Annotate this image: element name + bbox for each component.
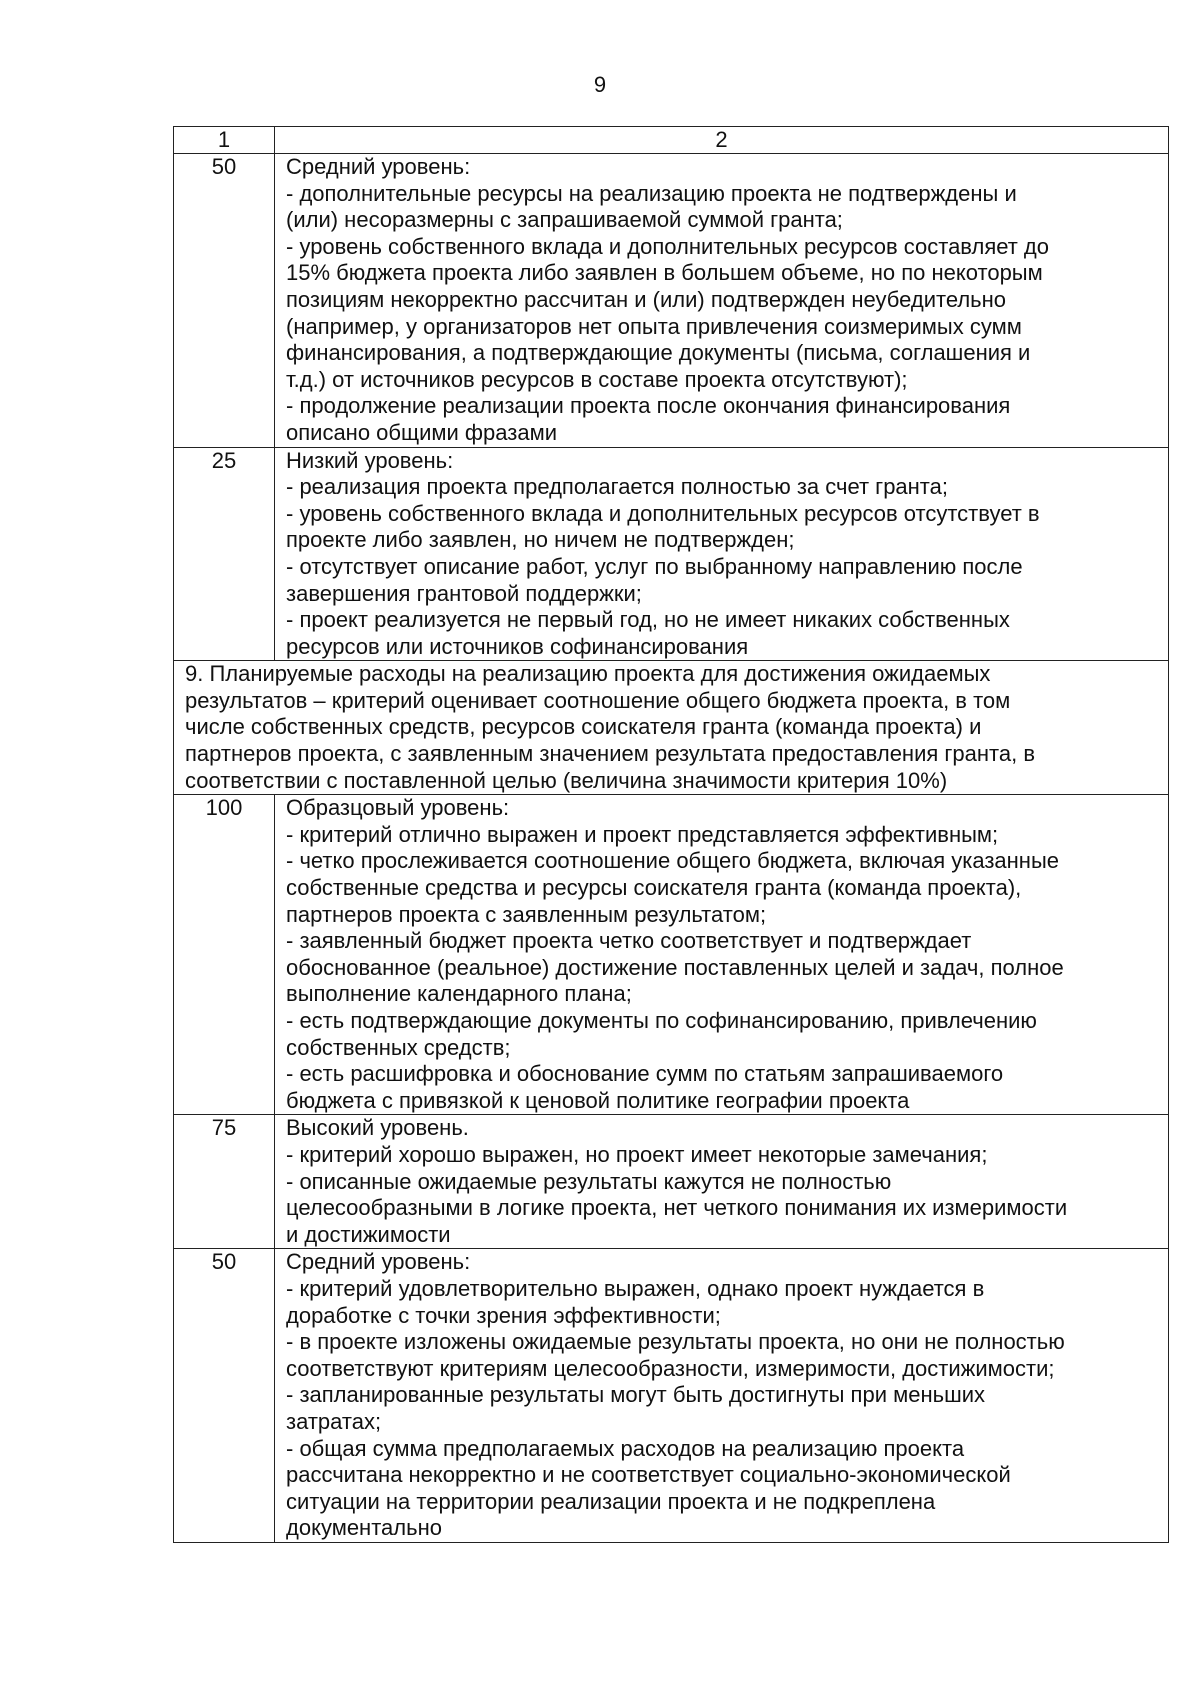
cell-text-line: - четко прослеживается соотношение общего бюджета, включая указанные: [286, 848, 1059, 874]
cell-lead-line: Низкий уровень:: [286, 447, 454, 473]
cell-text-line: собственные средства и ресурсы соискателя гранта (команда проекта),: [286, 875, 1022, 901]
cell-text-line: бюджета с привязкой к ценовой политике географии проекта: [286, 1087, 910, 1113]
score-cell: 50: [174, 1249, 275, 1543]
cell-text-line: ресурсов или источников софинансирования: [286, 633, 749, 659]
cell-text-line: - критерий хорошо выражен, но проект имеет некоторые замечания;: [286, 1141, 988, 1167]
cell-text-line: - критерий удовлетворительно выражен, однако проект нуждается в: [286, 1275, 985, 1301]
cell-text-line: 15% бюджета проекта либо заявлен в большем объеме, но по некоторым: [286, 260, 1043, 286]
cell-text-line: финансирования, а подтверждающие документы (письма, соглашения и: [286, 340, 1031, 366]
cell-text-line: - в проекте изложены ожидаемые результаты проекта, но они не полностью: [286, 1329, 1065, 1355]
cell-text-line: рассчитана некорректно и не соответствует социально-экономической: [286, 1462, 1011, 1488]
cell-text-line: целесообразными в логике проекта, нет четкого понимания их измеримости: [286, 1195, 1068, 1221]
section-row: [174, 661, 1169, 795]
cell-text-line: соответствии с поставленной целью (величина значимости критерия 10%): [185, 767, 948, 793]
cell-text-line: - есть подтверждающие документы по софинансированию, привлечению: [286, 1008, 1037, 1033]
cell-text-line: партнеров проекта с заявленным результатом;: [286, 901, 767, 927]
cell-text-line: - уровень собственного вклада и дополнительных ресурсов отсутствует в: [286, 500, 1040, 526]
cell-text-line: - продолжение реализации проекта после окончания финансирования: [286, 393, 1011, 419]
cell-text-line: - заявленный бюджет проекта четко соответствует и подтверждает: [286, 928, 972, 954]
description-cell: [275, 154, 1169, 448]
cell-text-line: - дополнительные ресурсы на реализацию проекта не подтверждены и: [286, 180, 1017, 206]
cell-text-line: ситуации на территории реализации проекта и не подкреплена: [286, 1488, 936, 1514]
cell-text-line: - уровень собственного вклада и дополнительных ресурсов составляет до: [286, 233, 1049, 259]
cell-text-line: доработке с точки зрения эффективности;: [286, 1302, 721, 1328]
cell-text-line: документально: [286, 1515, 442, 1541]
score-cell: 75: [174, 1115, 275, 1249]
cell-text-line: - отсутствует описание работ, услуг по выбранному направлению после: [286, 553, 1023, 579]
page-number: 9: [593, 72, 607, 97]
score-cell: 100: [174, 795, 275, 1115]
cell-text-line: - проект реализуется не первый год, но не имеет никаких собственных: [286, 607, 1010, 633]
cell-text-line: (или) несоразмерны с запрашиваемой суммой гранта;: [286, 207, 843, 233]
table-row: [174, 795, 1169, 1115]
table-row: [174, 447, 1169, 661]
cell-lead-line: 9. Планируемые расходы на реализацию проекта для достижения ожидаемых: [185, 661, 991, 687]
cell-text-line: - реализация проекта предполагается полностью за счет гранта;: [286, 474, 948, 500]
cell-text-line: - описанные ожидаемые результаты кажутся не полностью: [286, 1168, 892, 1194]
header-col-2: 2: [275, 127, 1169, 154]
cell-lead-line: Средний уровень:: [286, 1249, 471, 1275]
cell-lead-line: Образцовый уровень:: [286, 795, 510, 821]
cell-lead-line: Средний уровень:: [286, 154, 471, 179]
criterion-9-heading: [174, 661, 1169, 795]
description-cell: [275, 1249, 1169, 1543]
table-row: [174, 1115, 1169, 1249]
cell-text-line: партнеров проекта, с заявленным значением результата предоставления гранта, в: [185, 741, 1036, 767]
cell-text-line: и достижимости: [286, 1221, 451, 1247]
criteria-table: [173, 126, 1169, 1543]
cell-text-line: выполнение календарного плана;: [286, 981, 632, 1007]
score-cell: 50: [174, 154, 275, 448]
cell-lead-line: Высокий уровень.: [286, 1115, 469, 1141]
cell-text-line: обоснованное (реальное) достижение поставленных целей и задач, полное: [286, 954, 1064, 980]
cell-text-line: числе собственных средств, ресурсов соискателя гранта (команда проекта) и: [185, 714, 982, 740]
cell-text-line: - есть расшифровка и обоснование сумм по статьям запрашиваемого: [286, 1061, 1004, 1087]
cell-text-line: собственных средств;: [286, 1034, 511, 1060]
description-cell: [275, 795, 1169, 1115]
cell-text-line: - критерий отлично выражен и проект представляется эффективным;: [286, 821, 999, 847]
table-row: [174, 1249, 1169, 1543]
cell-text-line: - общая сумма предполагаемых расходов на реализацию проекта: [286, 1435, 965, 1461]
cell-text-line: соответствуют критериям целесообразности, измеримости, достижимости;: [286, 1355, 1055, 1381]
cell-text-line: (например, у организаторов нет опыта привлечения соизмеримых сумм: [286, 313, 1022, 339]
table-header-row: [174, 127, 1169, 154]
cell-text-line: результатов – критерий оценивает соотношение общего бюджета проекта, в том: [185, 687, 1011, 713]
table-row: [174, 154, 1169, 448]
cell-text-line: описано общими фразами: [286, 419, 557, 445]
cell-text-line: - запланированные результаты могут быть достигнуты при меньших: [286, 1382, 986, 1408]
description-cell: [275, 1115, 1169, 1249]
cell-text-line: завершения грантовой поддержки;: [286, 580, 642, 606]
cell-text-line: позициям некорректно рассчитан и (или) подтвержден неубедительно: [286, 286, 1007, 312]
cell-text-line: т.д.) от источников ресурсов в составе проекта отсутствуют);: [286, 366, 908, 392]
cell-text-line: затратах;: [286, 1408, 382, 1434]
score-cell: 25: [174, 447, 275, 661]
header-col-1: 1: [174, 127, 275, 154]
description-cell: [275, 447, 1169, 661]
cell-text-line: проекте либо заявлен, но ничем не подтвержден;: [286, 527, 795, 553]
